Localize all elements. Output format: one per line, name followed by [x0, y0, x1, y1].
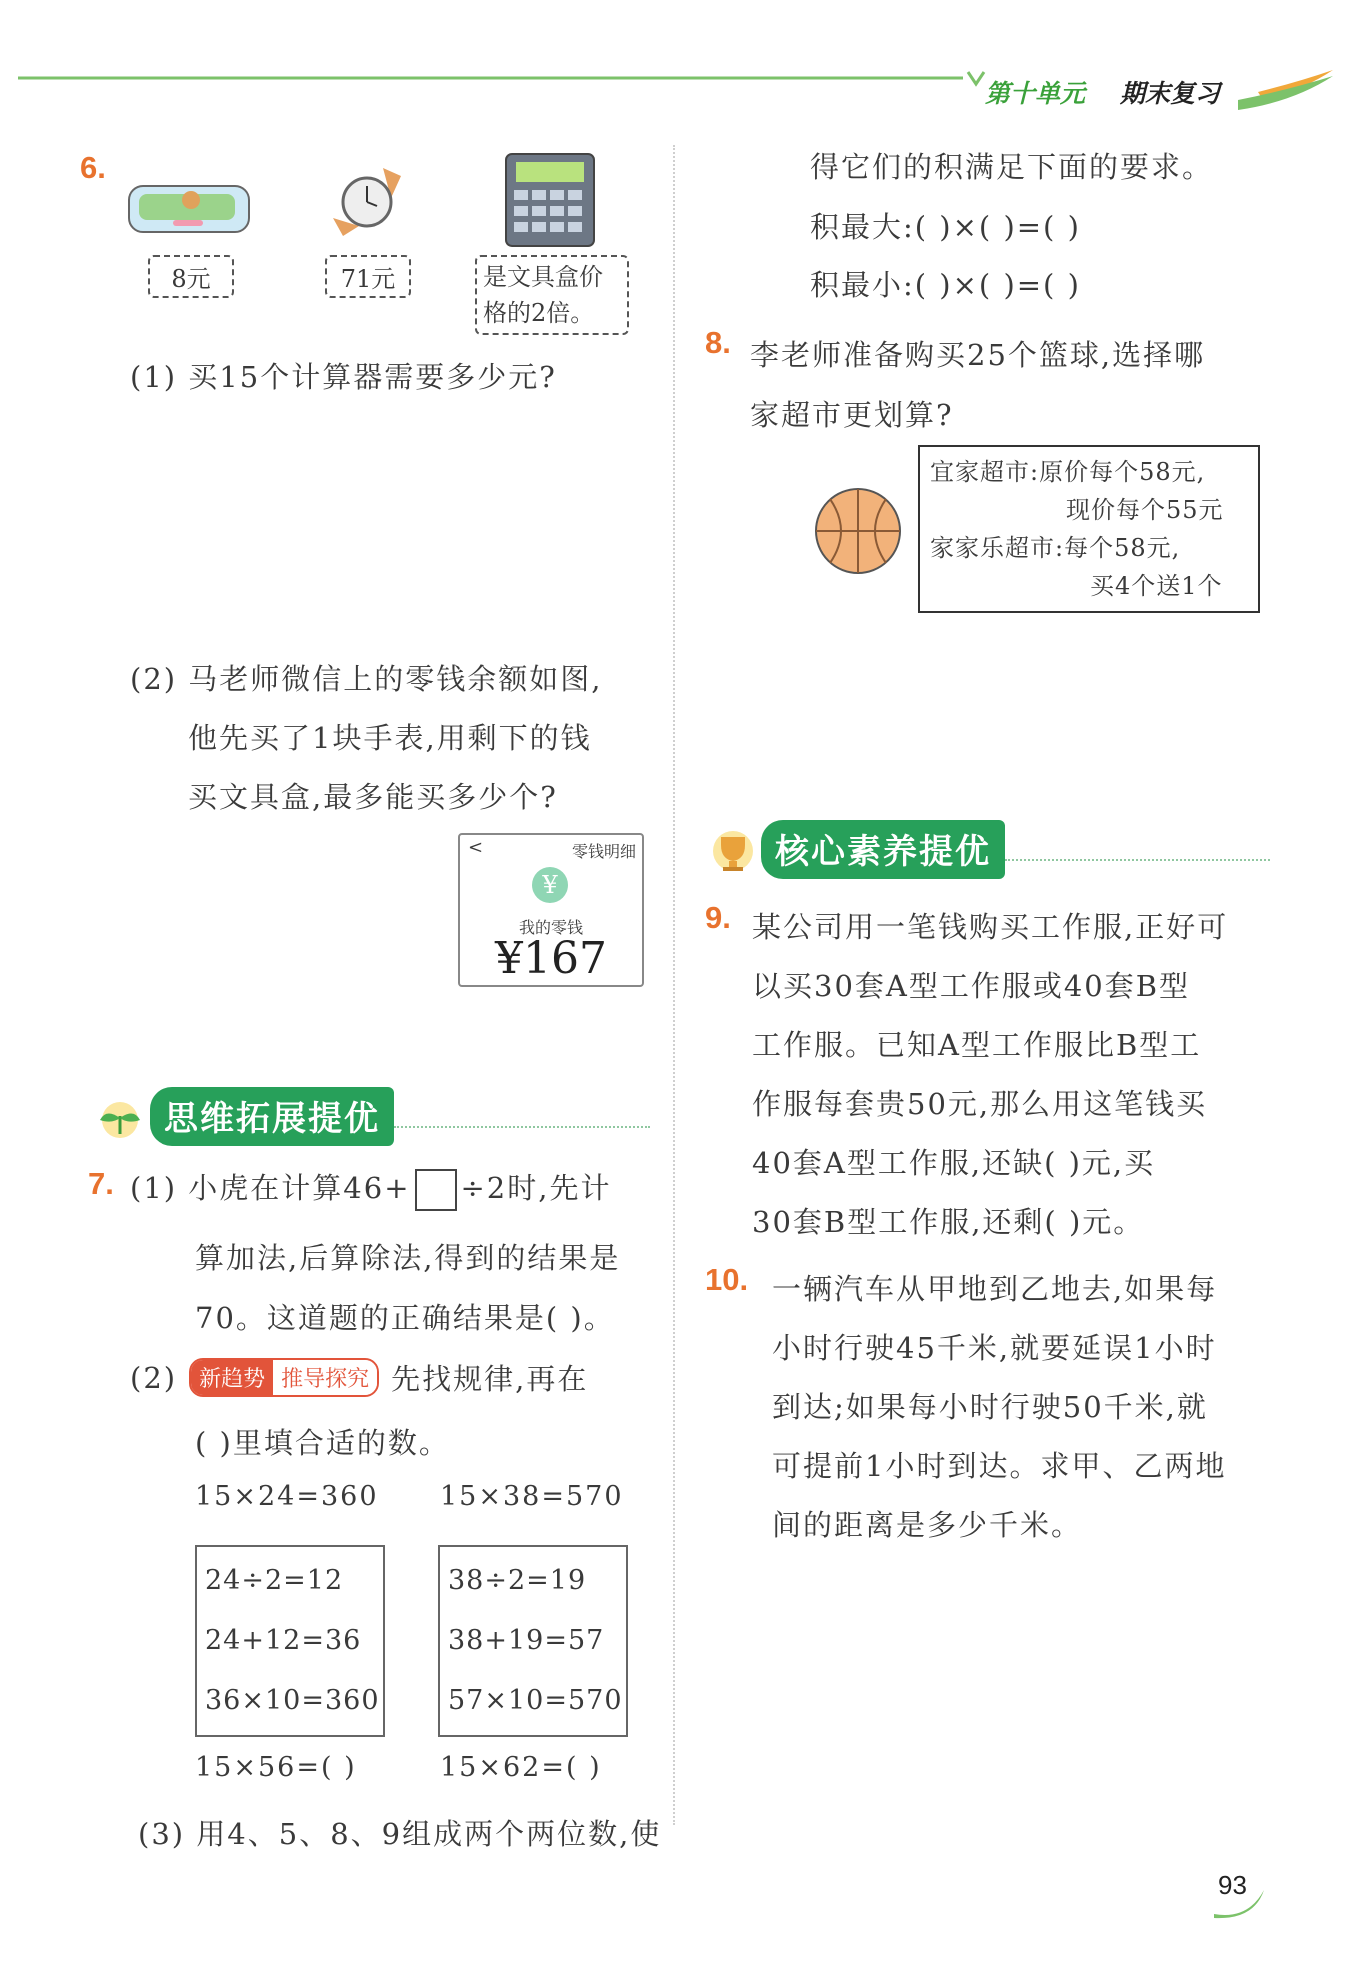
sub-label: (2) [130, 1360, 178, 1395]
sprout-icon [90, 1094, 150, 1140]
text-line: 工作服。已知A型工作服比B型工 [752, 1028, 1202, 1062]
section-title: 思维拓展提优 [150, 1087, 394, 1146]
text-line: 小时行驶45千米,就要延误1小时 [772, 1331, 1217, 1365]
price-tag-pencil-case: 8元 [148, 255, 234, 298]
text-line: 可提前1小时到达。求甲、乙两地 [772, 1449, 1227, 1483]
trend-tag [189, 1358, 379, 1397]
question-number: 9. [705, 900, 731, 935]
section-rule [394, 1126, 650, 1128]
wallet-title: 零钱明细 [571, 842, 636, 861]
step-line: 38+19=57 [448, 1625, 605, 1656]
review-title: 期末复习 [1120, 79, 1221, 108]
sub-question [130, 650, 603, 827]
trend-tag-main: 新趋势 [191, 1360, 273, 1395]
sub-question-line [130, 1357, 588, 1398]
offer-line: 宜家超市:原价每个58元, [930, 458, 1206, 486]
text-segment: 先找规律,再在 [391, 1362, 589, 1396]
fill-blank[interactable]: 积最大:( )×( )=( ) [810, 210, 1081, 244]
trophy-icon [705, 825, 761, 875]
text-line: 间的距离是多少千米。 [772, 1508, 1083, 1542]
question-number: 8. [705, 325, 731, 360]
sub-question: (3) 用4、5、8、9组成两个两位数,使 [138, 1817, 662, 1851]
step-line: 57×10=570 [448, 1685, 623, 1716]
answer-box[interactable] [415, 1169, 457, 1211]
watch-icon [325, 160, 410, 245]
text-line: ( )里填合适的数。 [195, 1426, 450, 1460]
leaf-swoosh-icon [1210, 1880, 1270, 1920]
text-line: 买文具盒,最多能买多少个? [188, 780, 558, 814]
offer-line: 家家乐超市:每个58元, [930, 534, 1181, 562]
basketball-icon [810, 483, 906, 579]
example-steps-box [438, 1545, 628, 1737]
price-tag-watch: 71元 [325, 255, 411, 298]
unit-label: 第十单元 [985, 79, 1086, 108]
wallet-card [458, 833, 644, 987]
question-text [772, 1260, 1226, 1555]
question-text [752, 898, 1228, 1252]
price-line: 是文具盒价 [483, 263, 603, 291]
example-head: 15×38=570 [440, 1481, 624, 1512]
question-number: 6. [80, 150, 106, 185]
step-line: 36×10=360 [205, 1685, 380, 1716]
section-banner [705, 820, 1270, 879]
price-line: 格的2倍。 [483, 299, 595, 327]
step-line: 38÷2=19 [448, 1565, 587, 1596]
text-line: 李老师准备购买25个篮球,选择哪 [750, 338, 1206, 372]
offer-line: 现价每个55元 [1066, 496, 1224, 524]
section-title: 核心素养提优 [761, 820, 1005, 879]
column-divider [673, 145, 675, 1825]
example-steps-box [195, 1545, 385, 1737]
question-number: 7. [88, 1166, 114, 1201]
store-offer-box [918, 445, 1260, 613]
calculator-icon [500, 150, 600, 250]
chevron-down-icon [968, 72, 984, 84]
question-number: 10. [705, 1262, 749, 1297]
text-segment: (1) 小虎在计算46+ [130, 1171, 411, 1205]
text-line: 以买30套A型工作服或40套B型 [752, 969, 1191, 1003]
back-icon: < [468, 837, 484, 858]
text-line: 家超市更划算? [750, 398, 954, 432]
question-text [750, 325, 1205, 445]
price-tag-calculator [475, 255, 629, 335]
offer-line: 买4个送1个 [1090, 572, 1223, 600]
wallet-label: 我的零钱 [518, 918, 583, 937]
text-line: 他先买了1块手表,用剩下的钱 [188, 721, 592, 755]
text-line: 一辆汽车从甲地到乙地去,如果每 [772, 1272, 1218, 1306]
text-line: 30套B型工作服,还剩( )元。 [752, 1205, 1145, 1239]
sub-question: (1) 买15个计算器需要多少元? [130, 360, 557, 394]
fill-blank[interactable]: 15×62=( ) [440, 1752, 602, 1783]
fill-blank[interactable]: 15×56=( ) [195, 1752, 357, 1783]
text-line: 某公司用一笔钱购买工作服,正好可 [752, 910, 1229, 944]
section-rule [1005, 859, 1270, 861]
text-line: 得它们的积满足下面的要求。 [810, 150, 1214, 184]
wallet-amount: ¥167 [495, 933, 607, 984]
text-line: 算加法,后算除法,得到的结果是 [195, 1241, 621, 1275]
pencil-case-icon [125, 180, 255, 240]
sub-question-line [130, 1166, 611, 1211]
text-line: 40套A型工作服,还缺( )元,买 [752, 1146, 1156, 1180]
text-line: 70。这道题的正确结果是( )。 [195, 1301, 615, 1335]
trend-tag-sub: 推导探究 [273, 1360, 377, 1395]
text-segment: ÷2时,先计 [460, 1171, 612, 1205]
text-line: (2) 马老师微信上的零钱余额如图, [130, 662, 603, 696]
page-number: 93 [1218, 1870, 1247, 1900]
fill-blank[interactable]: 积最小:( )×( )=( ) [810, 268, 1081, 302]
coin-icon: ¥ [532, 867, 568, 903]
section-banner [90, 1087, 650, 1146]
text-line: 作服每套贵50元,那么用这笔钱买 [752, 1087, 1208, 1121]
example-head: 15×24=360 [195, 1481, 379, 1512]
text-line: 到达;如果每小时行驶50千米,就 [772, 1390, 1208, 1424]
step-line: 24+12=36 [205, 1625, 362, 1656]
step-line: 24÷2=12 [205, 1565, 344, 1596]
